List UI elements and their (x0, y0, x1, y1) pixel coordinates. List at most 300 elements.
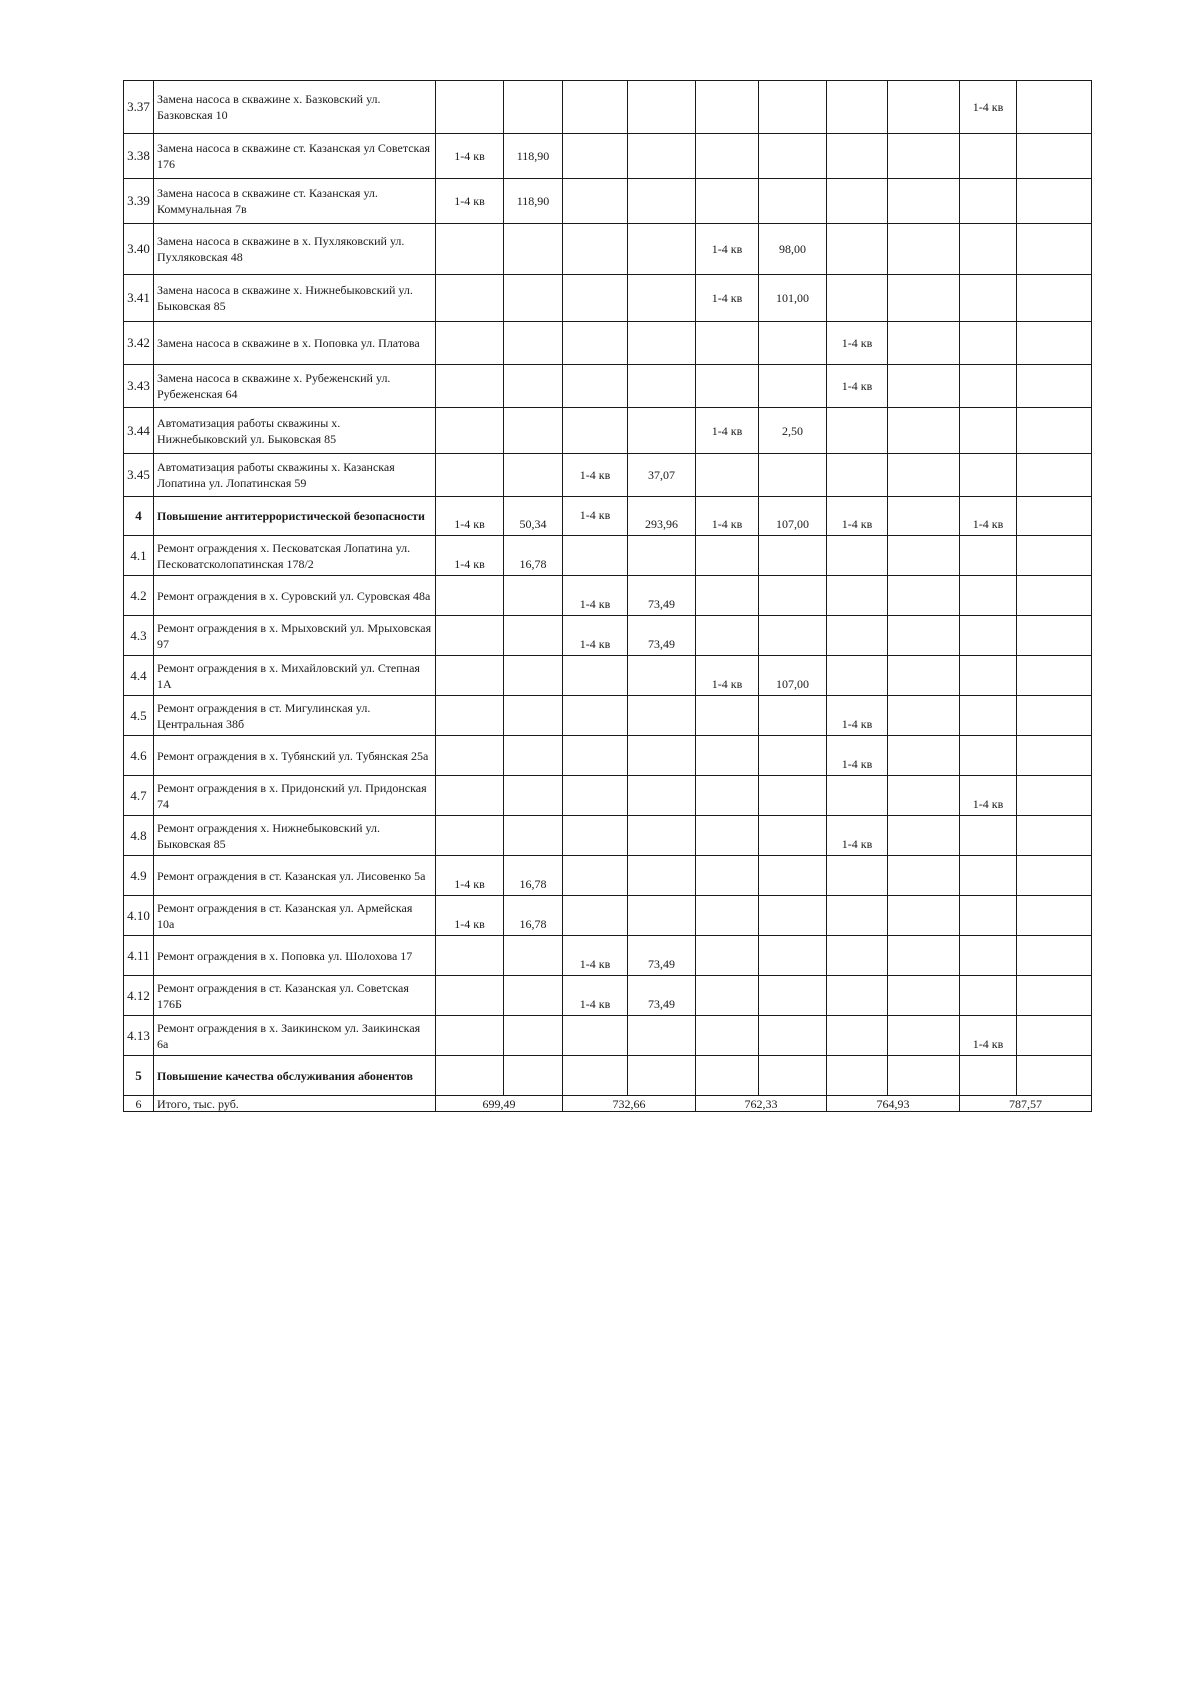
period-cell (888, 656, 960, 696)
period-cell: 118,90 (504, 134, 563, 179)
period-cell (1017, 1016, 1092, 1056)
period-cell (888, 776, 960, 816)
period-cell: 1-4 кв (696, 497, 759, 536)
total-value: 764,93 (827, 1096, 960, 1112)
period-cell (628, 776, 696, 816)
period-cell (436, 656, 504, 696)
period-cell (436, 408, 504, 454)
period-cell (827, 179, 888, 224)
row-description: Замена насоса в скважине х. Нижнебыковский ул. Быковская 85 (154, 275, 436, 322)
period-cell (563, 816, 628, 856)
period-cell (696, 536, 759, 576)
period-cell (436, 365, 504, 408)
period-cell: 1-4 кв (960, 776, 1017, 816)
period-cell (960, 224, 1017, 275)
period-cell (759, 696, 827, 736)
period-cell (563, 408, 628, 454)
row-number: 3.39 (124, 179, 154, 224)
period-cell (827, 134, 888, 179)
row-number: 4.8 (124, 816, 154, 856)
period-cell (504, 736, 563, 776)
period-cell (1017, 736, 1092, 776)
period-cell (960, 179, 1017, 224)
total-value: 787,57 (960, 1096, 1092, 1112)
period-cell (1017, 536, 1092, 576)
row-description: Ремонт ограждения в ст. Казанская ул. Советская 176Б (154, 976, 436, 1016)
period-cell (696, 322, 759, 365)
period-cell (759, 816, 827, 856)
period-cell (436, 81, 504, 134)
table-row (124, 179, 1092, 224)
period-cell (436, 1016, 504, 1056)
period-cell (1017, 936, 1092, 976)
row-number: 4.3 (124, 616, 154, 656)
period-cell: 1-4 кв (563, 616, 628, 656)
total-label: Итого, тыс. руб. (154, 1096, 436, 1112)
period-cell (960, 1056, 1017, 1096)
period-cell (504, 616, 563, 656)
period-cell (696, 576, 759, 616)
period-cell (888, 816, 960, 856)
period-cell (563, 536, 628, 576)
period-cell: 1-4 кв (960, 1016, 1017, 1056)
table-row (124, 736, 1092, 776)
row-number: 3.41 (124, 275, 154, 322)
period-cell (1017, 365, 1092, 408)
period-cell (563, 696, 628, 736)
period-cell (696, 1056, 759, 1096)
period-cell (759, 536, 827, 576)
period-cell (696, 776, 759, 816)
period-cell (563, 322, 628, 365)
period-cell (888, 134, 960, 179)
row-description: Повышение антитеррористической безопасности (154, 497, 436, 536)
period-cell: 107,00 (759, 656, 827, 696)
row-description: Ремонт ограждения в ст. Казанская ул. Лисовенко 5а (154, 856, 436, 896)
period-cell (759, 1056, 827, 1096)
row-number: 3.37 (124, 81, 154, 134)
period-cell (504, 936, 563, 976)
row-description: Ремонт ограждения в х. Поповка ул. Шолохова 17 (154, 936, 436, 976)
period-cell (759, 322, 827, 365)
period-cell (888, 856, 960, 896)
row-description: Ремонт ограждения х. Песковатская Лопатина ул. Песковатсколопатинская 178/2 (154, 536, 436, 576)
table-row (124, 536, 1092, 576)
period-cell (696, 856, 759, 896)
period-cell (696, 454, 759, 497)
period-cell (827, 976, 888, 1016)
period-cell (628, 81, 696, 134)
period-cell (563, 224, 628, 275)
table-row (124, 616, 1092, 656)
period-cell (759, 856, 827, 896)
row-description: Замена насоса в скважине х. Базковский ул. Базковская 10 (154, 81, 436, 134)
period-cell: 16,78 (504, 536, 563, 576)
period-cell (563, 736, 628, 776)
total-value: 762,33 (696, 1096, 827, 1112)
row-number: 4.5 (124, 696, 154, 736)
period-cell (960, 408, 1017, 454)
period-cell (563, 81, 628, 134)
period-cell (759, 776, 827, 816)
period-cell: 1-4 кв (827, 322, 888, 365)
period-cell (960, 736, 1017, 776)
period-cell (888, 179, 960, 224)
row-description: Автоматизация работы скважины х. Нижнебыковский ул. Быковская 85 (154, 408, 436, 454)
row-description: Ремонт ограждения х. Нижнебыковский ул. Быковская 85 (154, 816, 436, 856)
period-cell: 73,49 (628, 936, 696, 976)
period-cell (888, 536, 960, 576)
period-cell (827, 576, 888, 616)
row-number: 3.45 (124, 454, 154, 497)
period-cell (960, 134, 1017, 179)
period-cell (563, 1016, 628, 1056)
table-row (124, 936, 1092, 976)
period-cell (759, 936, 827, 976)
period-cell (504, 365, 563, 408)
row-description: Ремонт ограждения в х. Суровский ул. Суровская 48а (154, 576, 436, 616)
period-cell (888, 81, 960, 134)
period-cell (1017, 322, 1092, 365)
period-cell (888, 936, 960, 976)
period-cell (563, 365, 628, 408)
row-number: 4.2 (124, 576, 154, 616)
period-cell (1017, 856, 1092, 896)
table-row (124, 224, 1092, 275)
period-cell: 1-4 кв (436, 179, 504, 224)
period-cell (759, 179, 827, 224)
period-cell (888, 736, 960, 776)
row-description: Повышение качества обслуживания абонентов (154, 1056, 436, 1096)
period-cell (563, 896, 628, 936)
period-cell (628, 736, 696, 776)
period-cell: 16,78 (504, 896, 563, 936)
period-cell: 16,78 (504, 856, 563, 896)
period-cell: 293,96 (628, 497, 696, 536)
period-cell (1017, 776, 1092, 816)
period-cell: 73,49 (628, 616, 696, 656)
period-cell (504, 696, 563, 736)
period-cell (436, 776, 504, 816)
period-cell (1017, 224, 1092, 275)
period-cell (563, 275, 628, 322)
period-cell (960, 656, 1017, 696)
row-number: 4.11 (124, 936, 154, 976)
period-cell (960, 576, 1017, 616)
period-cell (504, 776, 563, 816)
row-number: 4.12 (124, 976, 154, 1016)
period-cell (696, 134, 759, 179)
period-cell (628, 1056, 696, 1096)
period-cell: 1-4 кв (563, 936, 628, 976)
period-cell: 1-4 кв (827, 696, 888, 736)
row-number: 3.43 (124, 365, 154, 408)
row-description: Замена насоса в скважине в х. Поповка ул. Платова (154, 322, 436, 365)
period-cell (960, 454, 1017, 497)
period-cell: 107,00 (759, 497, 827, 536)
table-row (124, 365, 1092, 408)
row-description: Ремонт ограждения в ст. Мигулинская ул. Центральная 38б (154, 696, 436, 736)
period-cell (960, 696, 1017, 736)
period-cell (759, 454, 827, 497)
period-cell (1017, 576, 1092, 616)
period-cell (563, 134, 628, 179)
period-cell: 1-4 кв (563, 976, 628, 1016)
period-cell: 98,00 (759, 224, 827, 275)
period-cell (563, 656, 628, 696)
period-cell: 1-4 кв (436, 497, 504, 536)
table-row (124, 1016, 1092, 1056)
period-cell (696, 616, 759, 656)
period-cell (436, 816, 504, 856)
period-cell: 1-4 кв (436, 896, 504, 936)
period-cell (504, 576, 563, 616)
row-description: Замена насоса в скважине ст. Казанская ул Советская 176 (154, 134, 436, 179)
period-cell (696, 696, 759, 736)
row-description: Замена насоса в скважине ст. Казанская ул. Коммунальная 7в (154, 179, 436, 224)
period-cell (1017, 408, 1092, 454)
row-number: 4.6 (124, 736, 154, 776)
period-cell (563, 1056, 628, 1096)
period-cell (1017, 896, 1092, 936)
period-cell (888, 408, 960, 454)
period-cell (1017, 81, 1092, 134)
period-cell: 1-4 кв (563, 454, 628, 497)
period-cell (960, 275, 1017, 322)
period-cell (827, 1016, 888, 1056)
period-cell (759, 896, 827, 936)
table-row (124, 896, 1092, 936)
period-cell (960, 536, 1017, 576)
period-cell (696, 896, 759, 936)
period-cell (759, 365, 827, 408)
period-cell (827, 1056, 888, 1096)
period-cell (504, 322, 563, 365)
period-cell (504, 275, 563, 322)
period-cell (628, 224, 696, 275)
period-cell: 1-4 кв (436, 134, 504, 179)
table-row (124, 856, 1092, 896)
period-cell (960, 856, 1017, 896)
table-row (124, 322, 1092, 365)
period-cell (436, 696, 504, 736)
period-cell (759, 134, 827, 179)
period-cell: 1-4 кв (960, 497, 1017, 536)
row-number: 4 (124, 497, 154, 536)
period-cell (960, 976, 1017, 1016)
row-number: 3.44 (124, 408, 154, 454)
period-cell (888, 497, 960, 536)
period-cell (888, 1056, 960, 1096)
period-cell (436, 576, 504, 616)
period-cell (827, 936, 888, 976)
row-description: Замена насоса в скважине в х. Пухляковский ул. Пухляковская 48 (154, 224, 436, 275)
period-cell (759, 976, 827, 1016)
period-cell: 1-4 кв (563, 497, 628, 536)
period-cell (1017, 696, 1092, 736)
period-cell (696, 179, 759, 224)
period-cell (696, 816, 759, 856)
period-cell (628, 896, 696, 936)
table-row (124, 275, 1092, 322)
table-row (124, 656, 1092, 696)
period-cell (759, 1016, 827, 1056)
period-cell (888, 365, 960, 408)
period-cell: 50,34 (504, 497, 563, 536)
period-cell (888, 454, 960, 497)
period-cell (628, 408, 696, 454)
period-cell: 73,49 (628, 976, 696, 1016)
table-row (124, 816, 1092, 856)
period-cell (827, 856, 888, 896)
period-cell (628, 856, 696, 896)
period-cell (696, 365, 759, 408)
period-cell (436, 1056, 504, 1096)
table-row (124, 776, 1092, 816)
row-number: 4.1 (124, 536, 154, 576)
period-cell (960, 365, 1017, 408)
period-cell (827, 81, 888, 134)
total-row (124, 1096, 1092, 1112)
period-cell: 1-4 кв (696, 275, 759, 322)
row-description: Ремонт ограждения в х. Тубянский ул. Тубянская 25а (154, 736, 436, 776)
period-cell: 2,50 (759, 408, 827, 454)
table-row (124, 81, 1092, 134)
row-number: 3.42 (124, 322, 154, 365)
row-number: 4.7 (124, 776, 154, 816)
period-cell (628, 696, 696, 736)
period-cell (759, 616, 827, 656)
period-cell (628, 365, 696, 408)
period-cell (827, 776, 888, 816)
period-cell (759, 736, 827, 776)
period-cell (1017, 1056, 1092, 1096)
total-value: 732,66 (563, 1096, 696, 1112)
row-number: 5 (124, 1056, 154, 1096)
period-cell: 1-4 кв (960, 81, 1017, 134)
period-cell (1017, 976, 1092, 1016)
period-cell (696, 976, 759, 1016)
period-cell (504, 976, 563, 1016)
period-cell (504, 1016, 563, 1056)
period-cell (436, 275, 504, 322)
period-cell: 1-4 кв (696, 656, 759, 696)
period-cell (1017, 134, 1092, 179)
period-cell (888, 616, 960, 656)
period-cell (1017, 275, 1092, 322)
period-cell (827, 656, 888, 696)
period-cell (888, 696, 960, 736)
period-cell (504, 81, 563, 134)
period-cell (827, 896, 888, 936)
period-cell (1017, 454, 1092, 497)
period-cell (960, 936, 1017, 976)
period-cell (504, 454, 563, 497)
period-cell (960, 896, 1017, 936)
table-row (124, 454, 1092, 497)
period-cell (1017, 616, 1092, 656)
period-cell: 101,00 (759, 275, 827, 322)
period-cell (628, 134, 696, 179)
period-cell (827, 224, 888, 275)
table-row (124, 696, 1092, 736)
period-cell: 1-4 кв (696, 224, 759, 275)
period-cell (628, 536, 696, 576)
period-cell (628, 322, 696, 365)
total-value: 699,49 (436, 1096, 563, 1112)
period-cell (696, 736, 759, 776)
row-description: Ремонт ограждения в х. Заикинском ул. Заикинская 6а (154, 1016, 436, 1056)
period-cell (696, 936, 759, 976)
period-cell (888, 576, 960, 616)
row-number: 4.9 (124, 856, 154, 896)
period-cell: 1-4 кв (827, 736, 888, 776)
period-cell (960, 616, 1017, 656)
period-cell (628, 179, 696, 224)
period-cell (827, 408, 888, 454)
period-cell (827, 275, 888, 322)
table-row (124, 576, 1092, 616)
period-cell (436, 936, 504, 976)
row-number: 3.38 (124, 134, 154, 179)
period-cell (888, 976, 960, 1016)
period-cell (1017, 656, 1092, 696)
row-description: Ремонт ограждения в х. Мрыховский ул. Мрыховская 97 (154, 616, 436, 656)
period-cell (563, 776, 628, 816)
period-cell (436, 224, 504, 275)
period-cell (759, 576, 827, 616)
period-cell (436, 736, 504, 776)
period-cell (563, 856, 628, 896)
period-cell (504, 1056, 563, 1096)
row-number: 3.40 (124, 224, 154, 275)
period-cell (696, 81, 759, 134)
row-description: Замена насоса в скважине х. Рубеженский ул. Рубеженская 64 (154, 365, 436, 408)
period-cell: 118,90 (504, 179, 563, 224)
total-row-number: 6 (124, 1096, 154, 1112)
period-cell: 1-4 кв (827, 365, 888, 408)
row-number: 4.13 (124, 1016, 154, 1056)
period-cell (504, 408, 563, 454)
period-cell (888, 322, 960, 365)
period-cell (504, 816, 563, 856)
period-cell (628, 275, 696, 322)
period-cell (436, 322, 504, 365)
period-cell: 1-4 кв (436, 856, 504, 896)
row-number: 4.10 (124, 896, 154, 936)
program-table (123, 80, 1092, 1112)
period-cell: 1-4 кв (827, 816, 888, 856)
row-description: Ремонт ограждения в х. Придонский ул. Придонская 74 (154, 776, 436, 816)
period-cell (960, 322, 1017, 365)
period-cell (628, 656, 696, 696)
period-cell: 1-4 кв (827, 497, 888, 536)
period-cell: 1-4 кв (696, 408, 759, 454)
period-cell: 73,49 (628, 576, 696, 616)
period-cell (1017, 497, 1092, 536)
period-cell (504, 656, 563, 696)
row-description: Автоматизация работы скважины х. Казанская Лопатина ул. Лопатинская 59 (154, 454, 436, 497)
period-cell (436, 976, 504, 1016)
period-cell (436, 616, 504, 656)
period-cell (960, 816, 1017, 856)
period-cell: 1-4 кв (563, 576, 628, 616)
table-row (124, 408, 1092, 454)
period-cell (628, 816, 696, 856)
period-cell (827, 454, 888, 497)
period-cell (888, 275, 960, 322)
period-cell (436, 454, 504, 497)
